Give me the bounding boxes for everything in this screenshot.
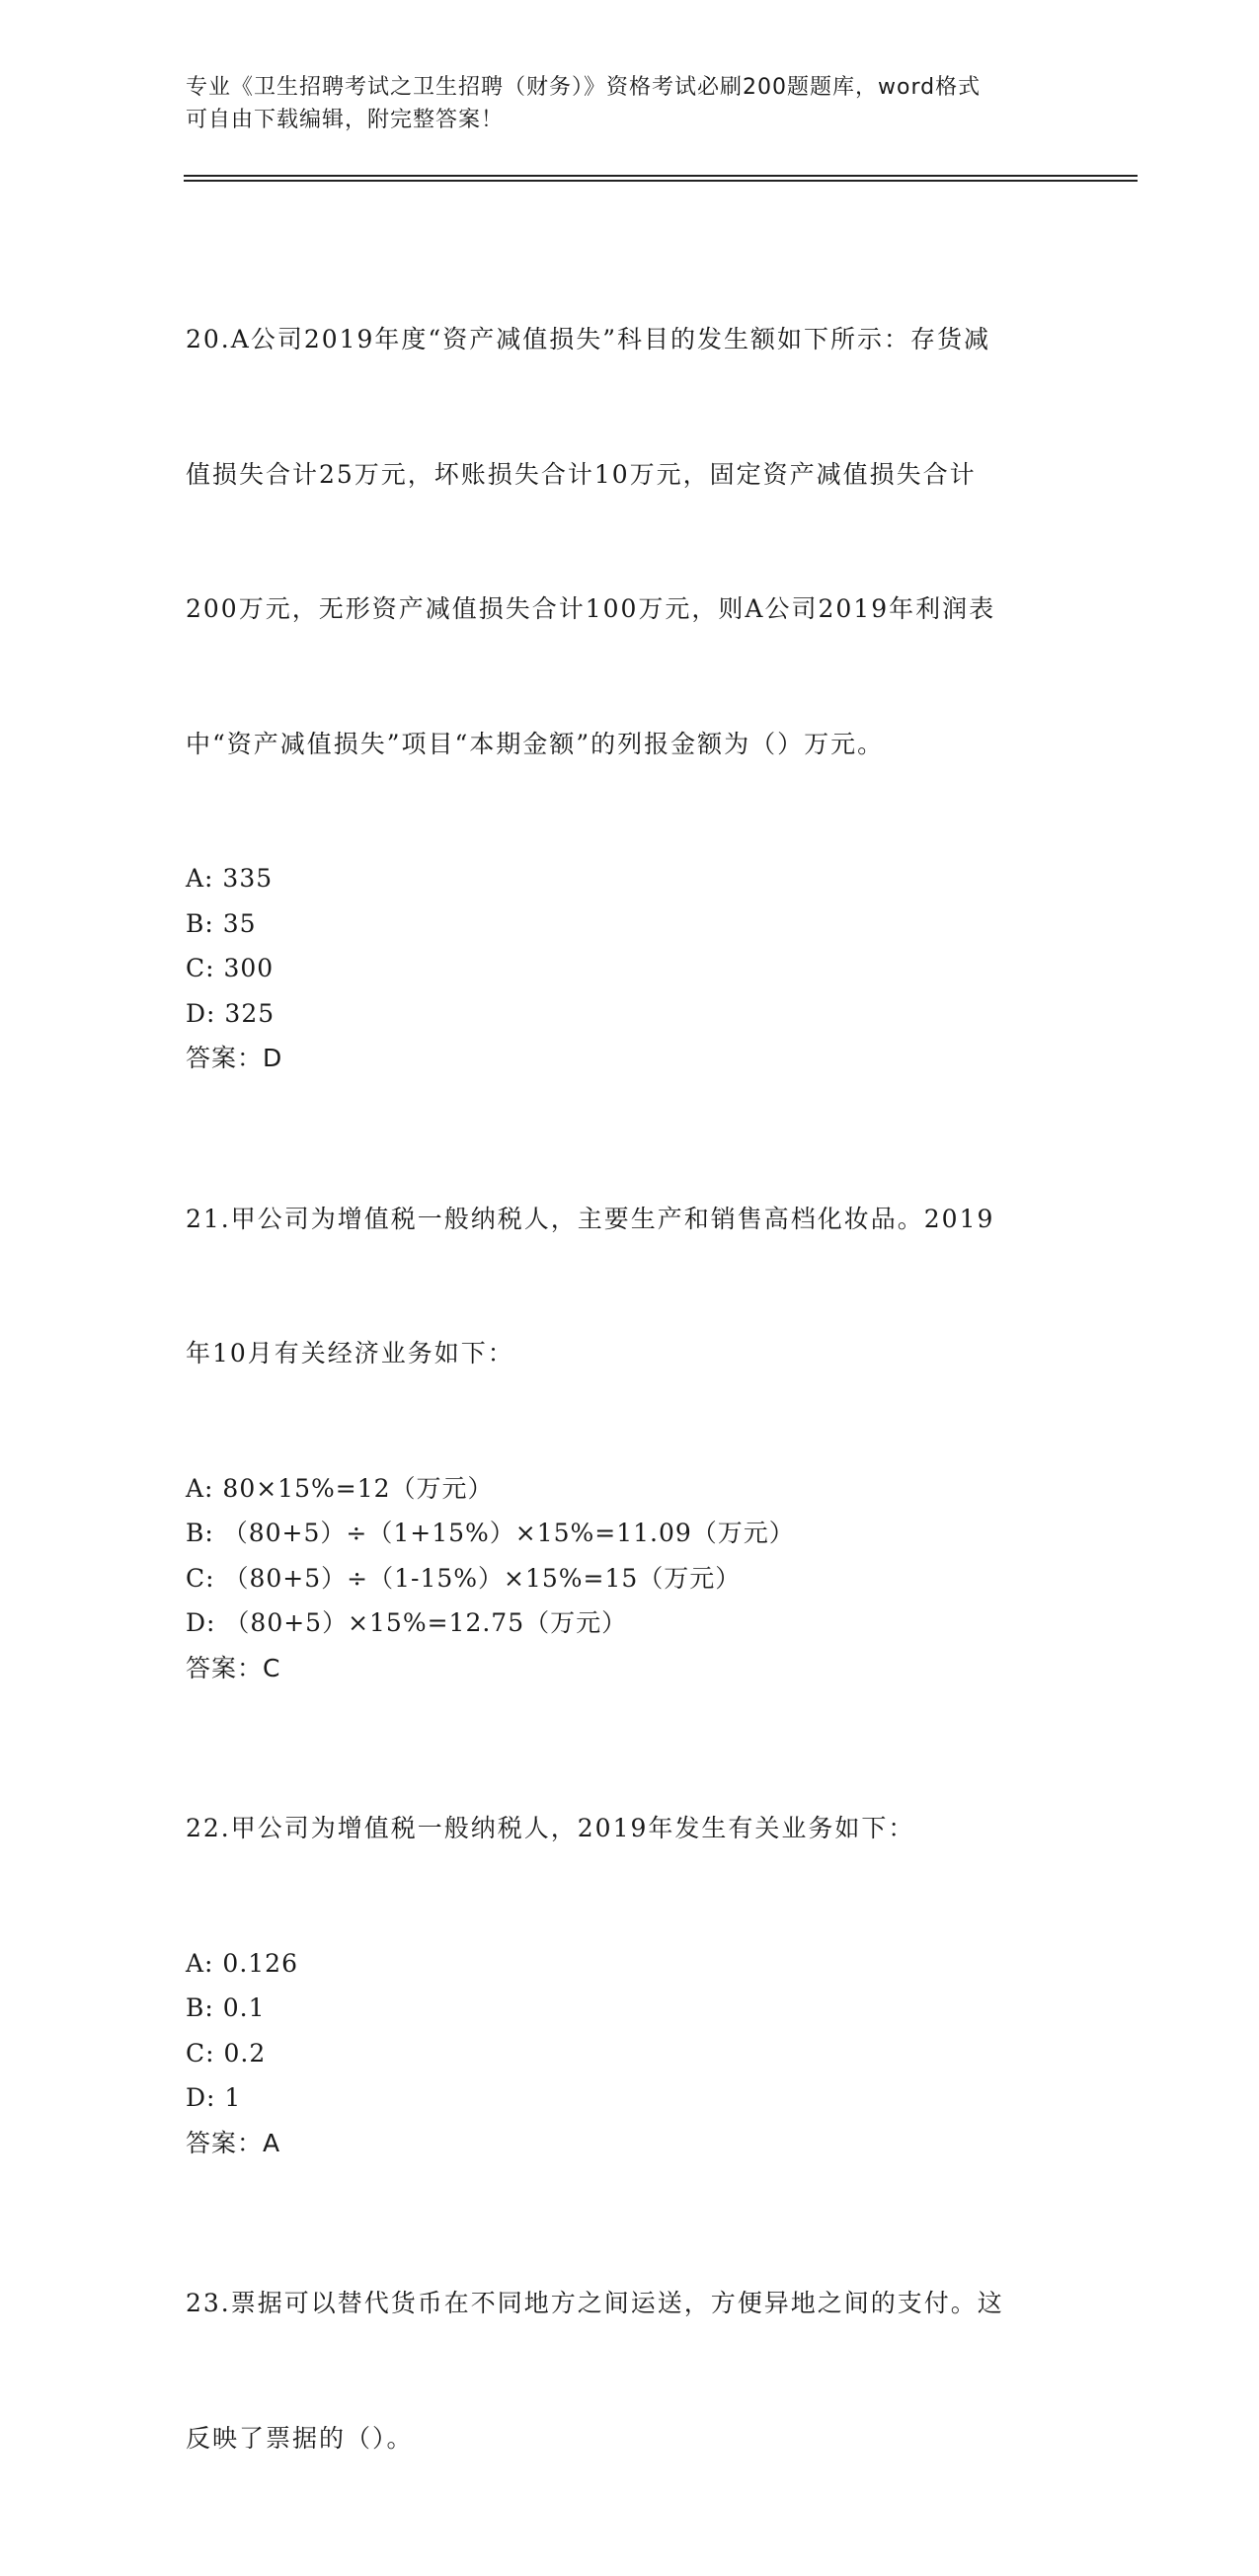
question-stem <box>186 2191 1074 2550</box>
question-20 <box>186 227 1074 1081</box>
question-23 <box>186 2191 1074 2550</box>
option-c: C: （80+5）÷（1-15%）×15%=15（万元） <box>186 1563 742 1593</box>
question-stem <box>186 1107 1074 1466</box>
option-a: A: 80×15%=12（万元） <box>186 1473 494 1503</box>
option-a: A: 0.126 <box>186 1948 298 1978</box>
question-stem <box>186 1716 1074 1941</box>
stem-line: 20.A公司2019年度“资产减值损失”科目的发生额如下所示：存货减 <box>186 325 990 353</box>
option-a: A: 335 <box>186 864 274 893</box>
stem-line: 年10月有关经济业务如下： <box>186 1339 514 1367</box>
header-line-2: 可自由下载编辑，附完整答案！ <box>186 108 505 132</box>
document-header <box>186 71 1074 136</box>
answer-label: 答案：D <box>186 1044 283 1072</box>
stem-line: 22.甲公司为增值税一般纳税人，2019年发生有关业务如下： <box>186 1814 915 1842</box>
stem-line: 21.甲公司为增值税一般纳税人，主要生产和销售高档化妆品。2019 <box>186 1204 995 1233</box>
answer-label: 答案：C <box>186 1653 281 1682</box>
option-b: B: 35 <box>186 908 257 938</box>
answer-label: 答案：A <box>186 2128 281 2157</box>
option-d: D: 325 <box>186 998 275 1028</box>
stem-line: 反映了票据的（）。 <box>186 2423 414 2453</box>
option-b: B: （80+5）÷（1+15%）×15%=11.09（万元） <box>186 1519 795 1547</box>
stem-line: 值损失合计25万元，坏账损失合计10万元，固定资产减值损失合计 <box>186 459 977 489</box>
option-c: C: 0.2 <box>186 2038 267 2068</box>
question-list <box>186 227 1074 2576</box>
header-divider-bottom <box>184 180 1138 182</box>
header-divider-top <box>184 175 1138 177</box>
option-b: B: 0.1 <box>186 1993 266 2022</box>
option-d: D: （80+5）×15%=12.75（万元） <box>186 1608 628 1637</box>
question-stem <box>186 227 1074 856</box>
question-21 <box>186 1107 1074 1691</box>
stem-line: 23.票据可以替代货币在不同地方之间运送，方便异地之间的支付。这 <box>186 2289 1004 2317</box>
header-line-1: 专业《卫生招聘考试之卫生招聘（财务）》资格考试必刷200题题库，word格式 <box>186 75 982 100</box>
question-22 <box>186 1716 1074 2165</box>
option-d: D: 1 <box>186 2083 242 2112</box>
stem-line: 200万元，无形资产减值损失合计100万元，则A公司2019年利润表 <box>186 594 996 623</box>
option-c: C: 300 <box>186 954 275 982</box>
stem-line: 中“资产减值损失”项目“本期金额”的列报金额为（）万元。 <box>186 729 885 758</box>
